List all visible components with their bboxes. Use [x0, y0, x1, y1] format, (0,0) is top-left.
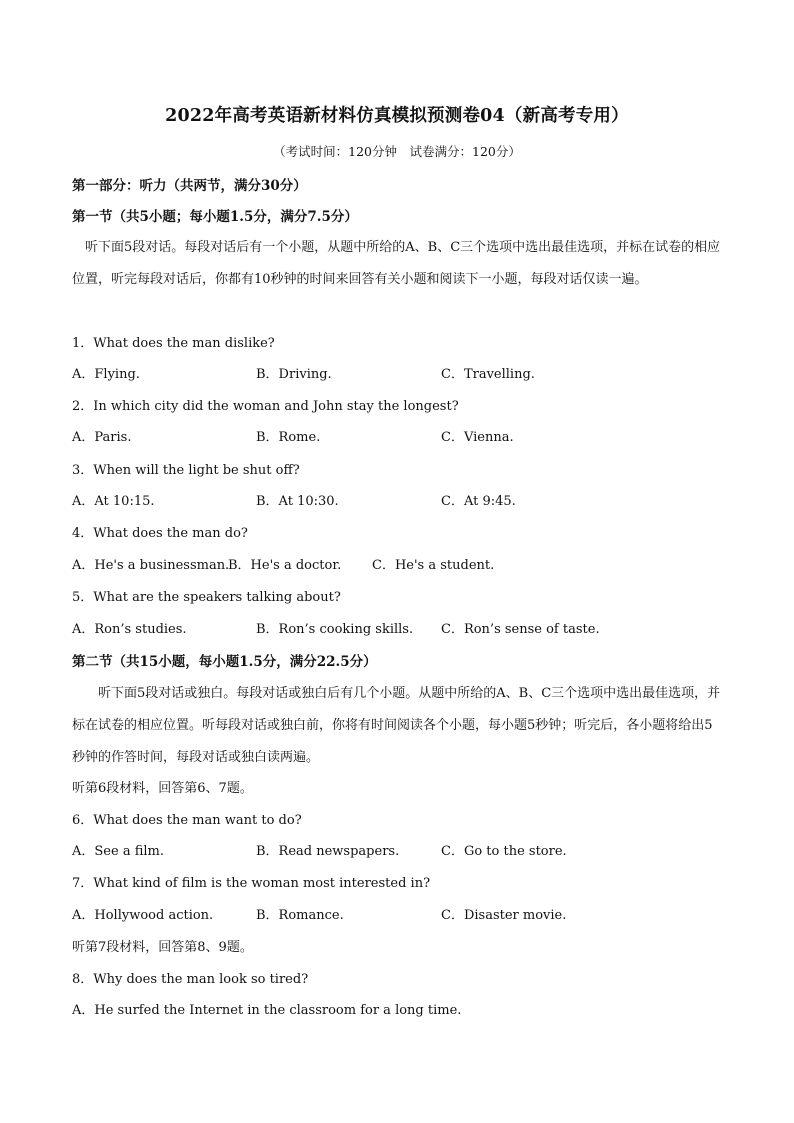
question-1-option-a: A．Flying. [72, 367, 140, 382]
question-3-option-c: C．At 9:45. [441, 494, 516, 509]
material-6-prompt: 听第6段材料，回答第6、7题。 [72, 781, 253, 796]
question-5-option-c: C．Ron’s sense of taste. [441, 622, 600, 637]
material-7-prompt: 听第7段材料，回答第8、9题。 [72, 940, 253, 955]
section2-instructions: 听下面5段对话或独白。每段对话或独白后有几个小题。从题中所给的A、B、C三个选项中选出最佳选项，并标在试卷的相应位置。听每段对话或独白前，你将有时间阅读各个小题，每小题5秒钟；听完后，各小题将给出5秒钟的作答时间，每段对话或独白读两遍。 [72, 686, 721, 765]
question-6-option-b: B．Read newspapers. [256, 844, 400, 859]
question-1-option-c: C．Travelling. [441, 367, 535, 382]
question-3-option-b: B．At 10:30. [256, 494, 339, 509]
question-6-option-c: C．Go to the store. [441, 844, 567, 859]
question-3-stem: 3．When will the light be shut off? [72, 463, 300, 478]
question-1-option-b: B．Driving. [256, 367, 332, 382]
question-8-option-a: A．He surfed the Internet in the classroom for a long time. [72, 1003, 462, 1018]
question-1-stem: 1．What does the man dislike? [72, 336, 275, 351]
question-4-option-a: A．He's a businessman. [72, 558, 230, 573]
question-7-option-c: C．Disaster movie. [441, 908, 567, 923]
section2-heading: 第二节（共15小题，每小题1.5分，满分22.5分） [72, 654, 377, 670]
question-5-option-b: B．Ron’s cooking skills. [256, 622, 414, 637]
section1-instructions: 听下面5段对话。每段对话后有一个小题，从题中所给的A、B、C三个选项中选出最佳选项，并标在试卷的相应位置，听完每段对话后，你都有10秒钟的时间来回答有关小题和阅读下一小题，每段对话仅读一遍。 [72, 240, 721, 287]
question-7-option-a: A．Hollywood action. [72, 908, 214, 923]
question-2-option-a: A．Paris. [72, 430, 132, 445]
question-4-stem: 4．What does the man do? [72, 526, 248, 541]
question-7-stem: 7．What kind of film is the woman most interested in? [72, 876, 431, 891]
question-2-option-b: B．Rome. [256, 430, 321, 445]
exam-subtitle: （考试时间：120分钟 试卷满分：120分） [273, 144, 521, 159]
section1-heading: 第一节（共5小题；每小题1.5分，满分7.5分） [72, 209, 358, 225]
question-6-option-a: A．See a film. [72, 844, 164, 859]
question-6-stem: 6．What does the man want to do? [72, 813, 302, 828]
question-2-stem: 2．In which city did the woman and John stay the longest? [72, 399, 459, 414]
question-4-option-c: C．He's a student. [372, 558, 495, 573]
question-8-stem: 8．Why does the man look so tired? [72, 972, 309, 987]
question-2-option-c: C．Vienna. [441, 430, 514, 445]
page-title: 2022年高考英语新材料仿真模拟预测卷04（新高考专用） [165, 106, 629, 126]
question-5-stem: 5．What are the speakers talking about? [72, 590, 341, 605]
question-3-option-a: A．At 10:15. [72, 494, 155, 509]
question-7-option-b: B．Romance. [256, 908, 344, 923]
question-5-option-a: A．Ron’s studies. [72, 622, 187, 637]
part1-heading: 第一部分：听力（共两节，满分30分） [72, 178, 307, 194]
question-4-option-b: B．He's a doctor. [228, 558, 342, 573]
